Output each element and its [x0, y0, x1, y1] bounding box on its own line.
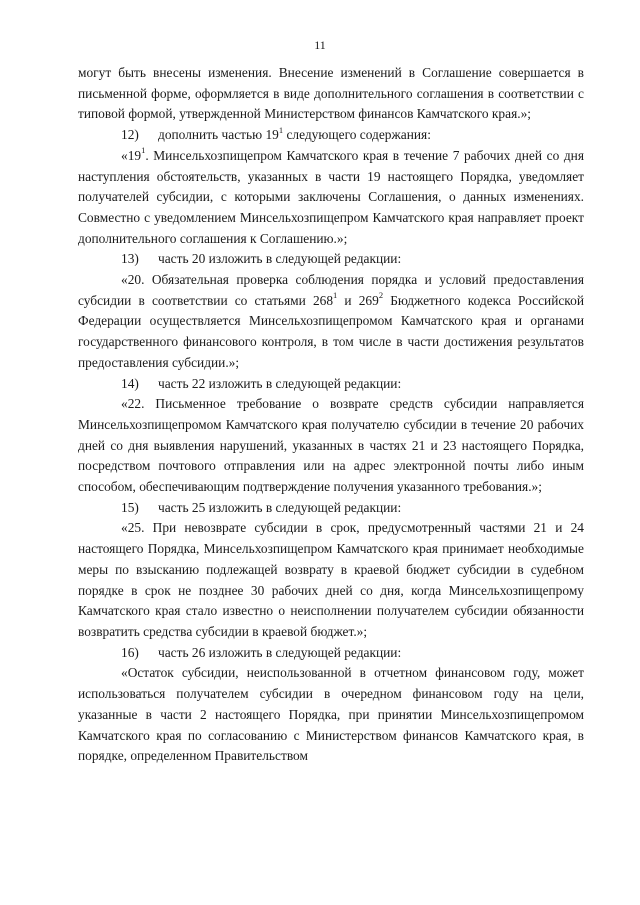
list-item-text: часть 26 изложить в следующей редакции: — [158, 644, 402, 660]
list-item-13 — [78, 249, 584, 270]
list-item-text: часть 25 изложить в следующей редакции: — [158, 499, 402, 515]
list-item-14 — [78, 374, 584, 395]
list-item-number: 14) — [121, 375, 139, 391]
list-item-number: 12) — [121, 127, 139, 143]
list-item-text: часть 22 изложить в следующей редакции: — [158, 375, 402, 391]
list-item-15 — [78, 498, 584, 519]
list-item-number: 13) — [121, 251, 139, 267]
list-item-text: часть 20 изложить в следующей редакции: — [158, 251, 402, 267]
list-item-text: дополнить частью $19^1$ следующего содержания: — [158, 124, 431, 143]
paragraph-part-26: «Остаток субсидии, неиспользованной в отчетном финансовом году, может использоваться получателем субсидии в очередном финансовом году на цели, указанные в части 2 настоящего Порядка, при принятии Минсельхозпищепромом Камчатского края по согласованию с Министерством финансов Камчатского края, в порядке, определенном Правительством — [78, 665, 584, 764]
list-item-12 — [78, 125, 584, 146]
paragraph-part-25: «25. При невозврате субсидии в срок, предусмотренный частями 21 и 24 настоящего Порядка, Минсельхозпищепром Камчатского края принимает необходимые меры по взысканию подлежащей возврату в краевой бюджет субсидии в судебном порядке в срок не позднее 30 рабочих дней со дня, когда Минсельхозпищепрому Камчатского края стало известно о неисполнении получателем субсидии обязанности возвратить средства субсидии в краевой бюджет.»; — [78, 520, 584, 639]
list-item-16 — [78, 643, 584, 664]
list-item-number: 16) — [121, 644, 139, 660]
paragraph-part-20: «20. Обязательная проверка соблюдения порядка и условий предоставления субсидии в соответствии со статьями $268^1$ и $269^2$ Бюджетного кодекса Российской Федерации осуществляется Минсельхозпищепромом Камчатского края и органами государственного финансового контроля, в том числе в части достижения результатов предоставления субсидии.»; — [78, 272, 584, 370]
list-item-number: 15) — [121, 499, 139, 515]
document-body — [78, 63, 584, 767]
paragraph-part-22: «22. Письменное требование о возврате средств субсидии направляется Минсельхозпищепромом Камчатского края получателю субсидии в течение 20 рабочих дней со дня выявления нарушений, указанных в частях 21 и 23 настоящего Порядка, посредством почтового отправления или на адрес электронной почты либо иным способом, обеспечивающим подтверждение получения указанного требования.»; — [78, 396, 584, 495]
paragraph-continuation: могут быть внесены изменения. Внесение изменений в Соглашение совершается в письменной форме, оформляется в виде дополнительного соглашения в соответствии с типовой формой, утвержденной Министерством финансов Камчатского края.»; — [78, 65, 584, 122]
paragraph-part-19-1: «$19^1$. Минсельхозпищепром Камчатского края в течение 7 рабочих дней со дня наступления обстоятельств, указанных в части 19 настоящего Порядка, уведомляет получателей субсидии, с которыми заключены Соглашения, о данных изменениях. Совместно с уведомлением Минсельхозпищепром Камчатского края направляет проект дополнительного соглашения к Соглашению.»; — [78, 145, 584, 246]
page-number: 11 — [314, 38, 326, 52]
